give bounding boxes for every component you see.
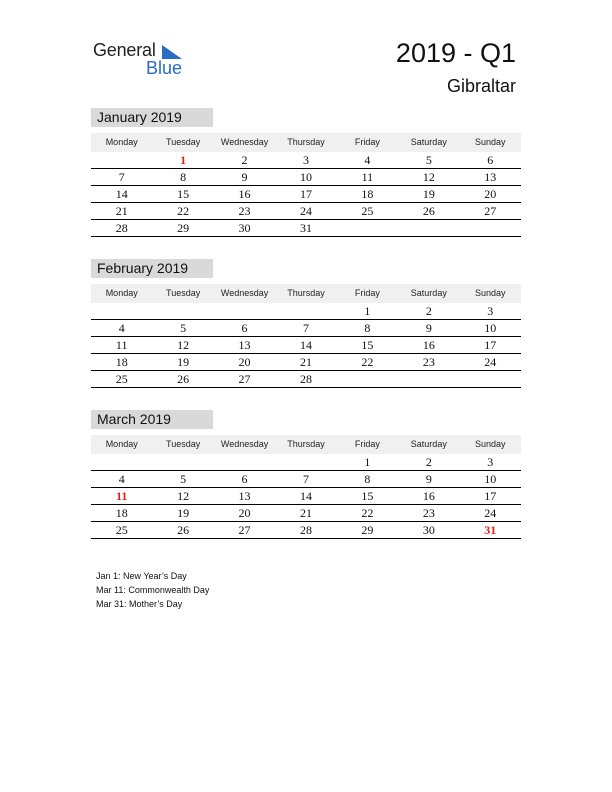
day-cell: 21 — [299, 506, 312, 520]
weekday-label: Wednesday — [220, 137, 269, 147]
weekday-label: Tuesday — [166, 288, 201, 298]
month-march — [91, 410, 521, 539]
day-cell: 27 — [238, 372, 251, 386]
day-cell: 24 — [484, 355, 497, 369]
day-cell: 30 — [238, 221, 251, 235]
day-cell: 3 — [487, 455, 494, 469]
holiday-day-cell: 11 — [116, 489, 128, 503]
week-row — [91, 303, 521, 320]
logo-triangle-icon — [162, 45, 182, 59]
holiday-note: Mar 31: Mother’s Day — [96, 599, 183, 609]
week-row — [91, 454, 521, 471]
week-row — [91, 371, 521, 388]
weekday-label: Wednesday — [220, 288, 269, 298]
day-cell: 4 — [118, 321, 125, 335]
day-cell: 14 — [299, 338, 312, 352]
weekday-label: Tuesday — [166, 137, 201, 147]
day-cell: 28 — [115, 221, 128, 235]
weekday-header — [91, 435, 521, 454]
day-cell: 13 — [238, 489, 251, 503]
weekday-header — [91, 133, 521, 152]
day-cell: 13 — [238, 338, 251, 352]
day-cell: 29 — [361, 523, 374, 537]
week-row — [91, 337, 521, 354]
weekday-label: Sunday — [474, 439, 506, 449]
weekday-label: Saturday — [410, 137, 447, 147]
day-cell: 29 — [177, 221, 190, 235]
week-row — [91, 522, 521, 539]
month-label: February 2019 — [91, 259, 213, 278]
day-cell: 17 — [484, 338, 497, 352]
day-cell — [398, 371, 459, 387]
day-cell — [152, 454, 213, 470]
day-cell: 2 — [241, 153, 248, 167]
month-weeks — [91, 152, 521, 237]
day-cell: 15 — [177, 187, 190, 201]
country-name: Gibraltar — [446, 76, 516, 96]
day-cell: 14 — [115, 187, 128, 201]
day-cell: 18 — [115, 506, 128, 520]
day-cell: 11 — [115, 338, 128, 352]
day-cell: 9 — [425, 321, 432, 335]
day-cell: 28 — [299, 523, 312, 537]
day-cell — [275, 303, 336, 319]
day-cell: 20 — [484, 187, 497, 201]
logo-general-text: General — [93, 40, 156, 60]
day-cell: 1 — [364, 455, 371, 469]
day-cell — [91, 454, 152, 470]
day-cell: 2 — [425, 455, 432, 469]
day-cell: 4 — [364, 153, 371, 167]
weekday-label: Monday — [105, 288, 138, 298]
day-cell: 8 — [364, 321, 371, 335]
month-february — [91, 259, 521, 388]
holiday-day-cell: 31 — [484, 523, 497, 537]
day-cell: 16 — [422, 489, 435, 503]
day-cell: 8 — [180, 170, 187, 184]
day-cell: 9 — [425, 472, 432, 486]
day-cell: 19 — [177, 506, 190, 520]
day-cell: 7 — [302, 321, 309, 335]
day-cell — [460, 220, 521, 236]
day-cell: 12 — [422, 170, 435, 184]
day-cell: 31 — [299, 221, 312, 235]
holiday-day-cell: 1 — [180, 153, 187, 167]
weekday-label: Thursday — [287, 137, 325, 147]
day-cell — [398, 220, 459, 236]
day-cell: 2 — [425, 304, 432, 318]
day-cell — [214, 454, 275, 470]
week-row — [91, 354, 521, 371]
week-row — [91, 220, 521, 237]
week-row — [91, 203, 521, 220]
day-cell: 18 — [115, 355, 128, 369]
day-cell — [91, 152, 152, 168]
day-cell: 30 — [422, 523, 435, 537]
day-cell: 6 — [241, 321, 248, 335]
weekday-label: Saturday — [410, 288, 447, 298]
day-cell: 22 — [361, 506, 374, 520]
day-cell: 5 — [425, 153, 432, 167]
weekday-label: Monday — [105, 137, 138, 147]
day-cell: 25 — [115, 372, 128, 386]
day-cell: 16 — [422, 338, 435, 352]
day-cell: 14 — [299, 489, 312, 503]
holiday-note: Jan 1: New Year’s Day — [96, 571, 187, 581]
day-cell — [275, 454, 336, 470]
weekday-label: Thursday — [287, 439, 325, 449]
day-cell: 17 — [299, 187, 312, 201]
day-cell: 23 — [422, 355, 435, 369]
week-row — [91, 488, 521, 505]
day-cell: 11 — [361, 170, 374, 184]
day-cell: 27 — [238, 523, 251, 537]
day-cell: 5 — [180, 472, 187, 486]
day-cell: 1 — [364, 304, 371, 318]
weekday-label: Saturday — [410, 439, 447, 449]
day-cell: 24 — [299, 204, 312, 218]
weekday-label: Monday — [105, 439, 138, 449]
holiday-notes — [96, 569, 209, 611]
day-cell: 23 — [422, 506, 435, 520]
day-cell: 12 — [177, 338, 190, 352]
month-label: March 2019 — [91, 410, 213, 429]
day-cell — [337, 371, 398, 387]
day-cell: 26 — [422, 204, 435, 218]
day-cell: 17 — [484, 489, 497, 503]
day-cell: 16 — [238, 187, 251, 201]
day-cell: 15 — [361, 489, 374, 503]
day-cell: 21 — [299, 355, 312, 369]
logo-blue-text: Blue — [146, 58, 183, 78]
day-cell: 13 — [484, 170, 497, 184]
day-cell: 26 — [177, 523, 190, 537]
day-cell: 22 — [177, 204, 190, 218]
month-weeks — [91, 454, 521, 539]
day-cell: 4 — [118, 472, 125, 486]
week-row — [91, 320, 521, 337]
day-cell: 21 — [115, 204, 128, 218]
day-cell — [91, 303, 152, 319]
day-cell: 6 — [241, 472, 248, 486]
week-row — [91, 471, 521, 488]
day-cell — [460, 371, 521, 387]
week-row — [91, 152, 521, 169]
day-cell: 3 — [302, 153, 309, 167]
holiday-note: Mar 11: Commonwealth Day — [96, 585, 210, 595]
day-cell: 19 — [177, 355, 190, 369]
day-cell: 22 — [361, 355, 374, 369]
weekday-label: Thursday — [287, 288, 325, 298]
weekday-label: Friday — [354, 439, 380, 449]
day-cell: 7 — [302, 472, 309, 486]
day-cell: 8 — [364, 472, 371, 486]
weekday-label: Friday — [354, 288, 380, 298]
day-cell: 10 — [484, 321, 497, 335]
weekday-label: Sunday — [474, 137, 506, 147]
weekday-label: Sunday — [474, 288, 506, 298]
day-cell: 26 — [177, 372, 190, 386]
day-cell: 28 — [299, 372, 312, 386]
day-cell: 27 — [484, 204, 497, 218]
day-cell — [152, 303, 213, 319]
day-cell: 6 — [487, 153, 494, 167]
day-cell: 20 — [238, 506, 251, 520]
week-row — [91, 169, 521, 186]
weekday-label: Wednesday — [220, 439, 269, 449]
day-cell: 18 — [361, 187, 374, 201]
day-cell: 10 — [299, 170, 312, 184]
day-cell: 12 — [177, 489, 190, 503]
weekday-label: Tuesday — [166, 439, 201, 449]
month-weeks — [91, 303, 521, 388]
day-cell: 25 — [361, 204, 374, 218]
day-cell: 24 — [484, 506, 497, 520]
day-cell: 10 — [484, 472, 497, 486]
day-cell: 7 — [118, 170, 125, 184]
week-row — [91, 186, 521, 203]
month-january — [91, 108, 521, 237]
week-row — [91, 505, 521, 522]
logo — [93, 40, 193, 80]
day-cell — [214, 303, 275, 319]
day-cell: 3 — [487, 304, 494, 318]
day-cell: 15 — [361, 338, 374, 352]
month-label: January 2019 — [91, 108, 213, 127]
page-title: 2019 - Q1 — [395, 38, 516, 68]
day-cell: 9 — [241, 170, 248, 184]
day-cell: 25 — [115, 523, 128, 537]
weekday-header — [91, 284, 521, 303]
day-cell: 19 — [422, 187, 435, 201]
day-cell: 5 — [180, 321, 187, 335]
weekday-label: Friday — [354, 137, 380, 147]
day-cell: 20 — [238, 355, 251, 369]
day-cell — [337, 220, 398, 236]
day-cell: 23 — [238, 204, 251, 218]
